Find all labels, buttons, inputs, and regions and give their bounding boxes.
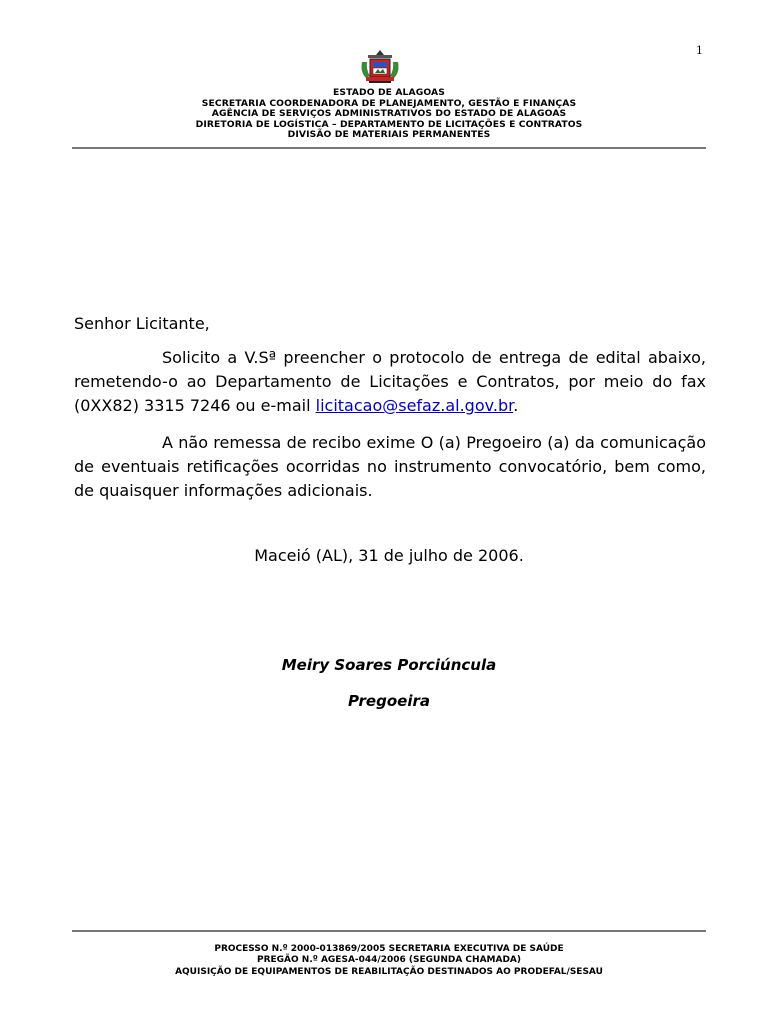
coat-of-arms-icon	[358, 48, 402, 84]
footer-line: PROCESSO N.º 2000-013869/2005 SECRETARIA EXECUTIVA DE SAÚDE	[214, 944, 564, 954]
greeting: Senhor Licitante,	[74, 314, 210, 333]
letter-date: Maceió (AL), 31 de julho de 2006.	[254, 546, 524, 565]
header-line: DIRETORIA DE LOGÍSTICA – DEPARTAMENTO DE LICITAÇÕES E CONTRATOS	[195, 118, 583, 130]
footer-line: AQUISIÇÃO DE EQUIPAMENTOS DE REABILITAÇÃO DESTINADOS AO PRODEFAL/SESAU	[175, 966, 603, 977]
paragraph-notice-text: A não remessa de recibo exime O (a) Pregoeiro (a) da comunicação de eventuais retificações ocorridas no instrumento convocatório, bem como, de quaisquer informações adicionais.	[74, 433, 706, 500]
footer-line: PREGÃO N.º AGESA-044/2006 (SEGUNDA CHAMADA)	[256, 955, 522, 966]
paragraph-request-text: Solicito a V.Sª preencher o protocolo de entrega de edital abaixo, remetendo-o ao Departamento de Licitações e Contratos, por meio do fax (0XX82) 3315 7246 ou e-mail	[74, 348, 706, 415]
header-line: DIVISÃO DE MATERIAIS PERMANENTES	[287, 129, 491, 141]
paragraph-request	[74, 346, 706, 418]
email-link[interactable]: licitacao@sefaz.al.gov.br	[315, 396, 514, 415]
paragraph-notice	[74, 431, 706, 503]
letterhead	[72, 88, 706, 141]
signer-role: Pregoeira	[348, 692, 430, 710]
footer	[72, 944, 706, 978]
paragraph-request-end: .	[513, 396, 519, 415]
header-line: ESTADO DE ALAGOAS	[333, 87, 445, 98]
header-line: AGÊNCIA DE SERVIÇOS ADMINISTRATIVOS DO ESTADO DE ALAGOAS	[211, 108, 567, 120]
header-line: SECRETARIA COORDENADORA DE PLANEJAMENTO, GESTÃO E FINANÇAS	[201, 97, 577, 109]
footer-divider	[72, 930, 706, 932]
page-number: 1	[696, 44, 703, 57]
header-divider	[72, 147, 706, 149]
signer-name: Meiry Soares Porciúncula	[281, 656, 497, 674]
